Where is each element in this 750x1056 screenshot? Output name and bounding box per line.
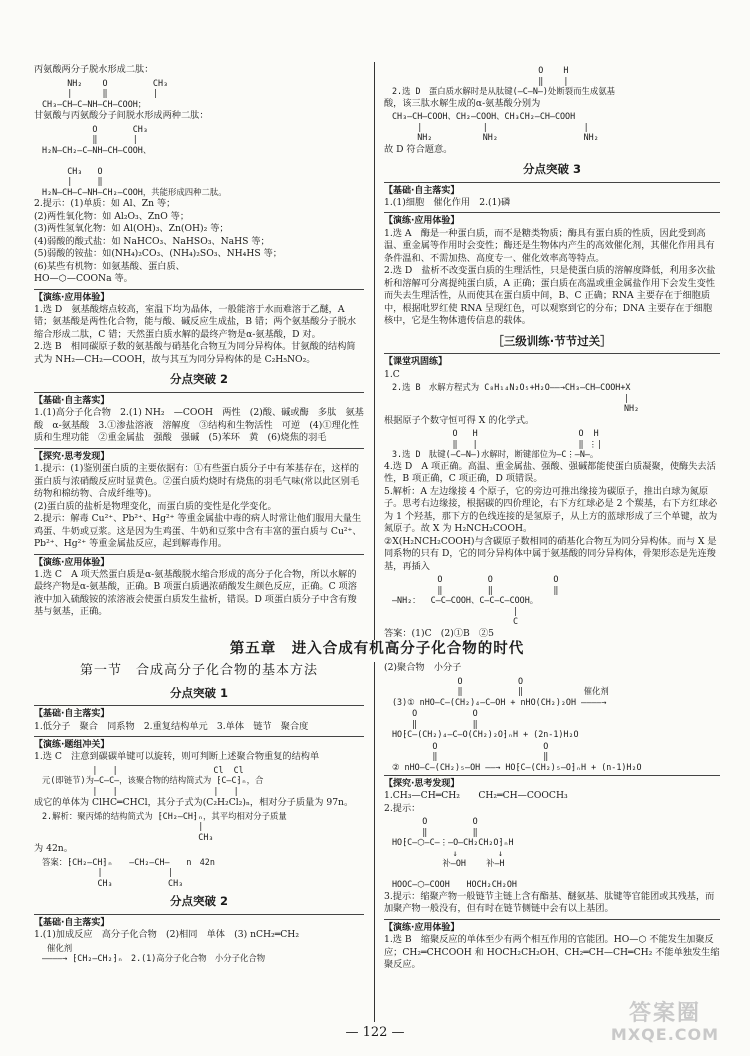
right-column-top (384, 64, 720, 639)
answer-paragraph: 1.(1)高分子化合物 2.(1) NH₂ —COOH 两性 (2)酸、碱或酶 多肽 氨基酸 α-氨基酸 3.①渗盐溶液 溶解度 ③结构和生物活性 可逆 (4)①理化性质和生理功能 ②重金属盐 强酸 强碱 (5)苯环 黄 (6)烧焦的羽毛 (34, 407, 364, 444)
answer-paragraph: ②X(H₂NCH₂COOH)与含碳原子数相同的硝基化合物互为同分异构体。而与 X 是同系物的只有 D，它的同分异构体中属于氨基酸的同分异构体，骨架形态是先连羧基，再插入 (384, 535, 717, 572)
section-heading: 分点突破 1 (169, 685, 228, 700)
subsection-tag: 【探究·思考发现】 (34, 448, 364, 463)
watermark-url: MXQE.COM (610, 1025, 720, 1045)
answer-paragraph: 丙氨酸两分子脱水形成二肽： (34, 64, 154, 75)
right-column-bottom (384, 662, 720, 1017)
watermark-text: 答案圈 (628, 1001, 701, 1026)
formula: O O ‖ ‖ 催化剂 (3)① nHO—C—(CH₂)₄—C—OH + nHO(CH₂)₂OH ————→ (392, 675, 609, 707)
formula: O H O H ‖ | ‖ ⋮| 3.选 D 肽键(—C—N—)水解时，断键部位为—C⋮—N—。 (392, 428, 603, 460)
formula: O O ‖ ‖ HO⁅C—(CH₂)₄—C—O(CH₂)₂O⁆ₙH + (2n-1)H₂O (392, 708, 579, 740)
answer-paragraph: 成它的单体为 ClHC═CHCl，其分子式为(C₂H₂Cl₂)ₙ，相对分子质量为 97n。 (34, 797, 354, 809)
answer-paragraph: 5.解析：A 左边缘接 4 个原子，它的旁边可推出缘接为碳原子，推出白球为氮原子。思考右边缘接，根据碳的四价理论，右下方红球必是 2 个羰基，右下方红球必为 1 个羟基，那下方的色线连接的是氢原子，从上方的蓝球形成了三个单键，故为氮原子。故 X 为 H₂NCH₂COOH。 (384, 485, 718, 535)
formula: O O ‖ ‖ HO⁅C—⬡—C—⋮—O—CH₂CH₂O⁆ₙH ↓ ↓ 补—OH 补—H HOOC—⬡—COOH HOCH₂CH₂OH (392, 816, 517, 890)
answer-paragraph: 为 42n。 (34, 843, 73, 855)
left-column-bottom (34, 662, 364, 1017)
section-heading: 分点突破 2 (169, 372, 228, 387)
answer-paragraph: 1.(1)加成反应 高分子化合物 (2)相同 单体 (3) nCH₂═CH₂ (34, 929, 300, 941)
section-heading: 分点突破 3 (522, 162, 581, 177)
answer-paragraph: 1.提示：(1)鉴别蛋白质的主要依据有：①有些蛋白质分子中有苯基存在，这样的蛋白质与浓硝酸反应时显黄色。②蛋白质灼烧时有烧焦的羽毛气味(常以此区别毛纺物和棉纺物、合成纤维等)。 (34, 463, 360, 500)
answer-paragraph: 2.选 B 相同碳原子数的氨基酸与硝基化合物互为同分异构体。甘氨酸的结构简式为 NH₂—CH₂—COOH，故与其互为同分异构体的是 C₂H₅NO₂。 (34, 341, 356, 365)
answer-paragraph: 1.选 C A 项天然蛋白质是α-氨基酸脱水缩合形成的高分子化合物，所以水解的最终产物是α-氨基酸，正确。B 项蛋白质遇浓硝酸发生颜色反应，正确。C 项溶液中加入硫酸铵的浓溶液会使蛋白质发生盐析，错误。D 项蛋白质分子中含有羧基与氨基，正确。 (34, 568, 357, 618)
formula: O O ‖ ‖ ② nHO—C—(CH₂)₅—OH ——→ HO⁅C—(CH₂)₅—O⁆ₙH + (n-1)H₂O (392, 740, 642, 772)
formula: 催化剂 ————→ ⁅CH₂—CH₂⁆ₙ 2.(1)高分子化合物 小分子化合物 (42, 942, 266, 964)
column-divider-bottom (374, 662, 375, 1022)
answer-paragraph: HO—⬡—COONa 等。 (34, 273, 133, 285)
answer-paragraph: (4)弱酸的酸式盐：如 NaHCO₃、NaHSO₃、NaHS 等； (34, 235, 270, 247)
formula: O O O ‖ ‖ ‖ —NH₂： C—C—COOH、C—C—C—COOH。 | C (392, 574, 559, 627)
formula: 答案：⁅CH₂—CH⁆ₙ —CH₂—CH— n 42n | | CH₃ CH₃ (42, 856, 215, 888)
column-divider-top (374, 62, 375, 640)
formula: NH₂ O CH₃ | ‖ | CH₃—CH—C—NH—CH—COOH； (42, 77, 169, 109)
answer-paragraph: (2)蛋白质的盐析是物理变化，而蛋白质的变性是化学变化。 (34, 500, 277, 512)
answer-paragraph: 1.CH₃—CH═CH₂ CH₂═CH—COOCH₃ (384, 790, 568, 802)
answer-paragraph: 2.选 D 盐析不改变蛋白质的生理活性，只是使蛋白质的溶解度降低，利用多次盐析和溶解可分离提纯蛋白质，A 正确；蛋白质在高温或重金属盐作用下会发生变性而失去生理活性，从而使其在蛋白质中间，B、C 正确；RNA 主要存在于细胞质中，根据吡罗红使 RNA 呈现红色，可以观察到它的分布；DNA 主要存在于细胞核中，它是生物体遗传信息的载体。 (384, 265, 716, 327)
formula: CH₃—CH—COOH、CH₂—COOH、CH₃CH₂—CH—COOH | | | NH₂ NH₂ NH₂ (392, 111, 599, 143)
subsection-tag: 【基础·自主落实】 (34, 914, 364, 929)
subsection-tag: 【演练·应用体验】 (34, 554, 364, 569)
page-number: — 122 — (345, 1025, 405, 1040)
left-column-bottom-body (34, 686, 364, 964)
answer-paragraph: (2)聚合物 小分子 (384, 662, 462, 673)
answer-paragraph: 1.选 A 酶是一种蛋白质，而不是糖类物质；酶具有蛋白质的性质，因此受到高温、重金属等作用时会变性；酶还是生物体内产生的高效催化剂，其催化作用具有条件温和、不需加热、高度专一、催化效率高等特点。 (384, 227, 715, 264)
answer-paragraph: 2.提示：(1)单质：如 Al、Zn 等； (34, 198, 176, 210)
answer-paragraph: 2.提示：解毒 Cu²⁺、Pb²⁺、Hg²⁺ 等重金属盐中毒的病人时常让他们服用大量生鸡蛋、牛奶或豆浆。这是因为生鸡蛋、牛奶和豆浆中含有丰富的蛋白质与 Cu²⁺、Pb²⁺、Hg²⁺ 等重金属盐反应，起到解毒作用。 (34, 513, 362, 550)
subsection-tag: 【演练·应用体验】 (384, 919, 720, 934)
answer-paragraph: 答案：(1)C (2)①B ②5 (384, 627, 494, 639)
answer-paragraph: 1.选 C 注意到碳碳单键可以旋转，则可判断上述聚合物重复的结构单 (34, 751, 320, 763)
formula: 2.选 B 水解方程式为 C₈H₁₄N₂O₅+H₂O——→CH₃—CH—COOH+X | NH₂ (392, 382, 640, 414)
chapter-title: 第五章 进入合成有机高分子化合物的时代 (229, 641, 525, 657)
subsection-tag: 【基础·自主落实】 (34, 392, 364, 407)
formula: | | Cl Cl 元(即链节)为—C—C—，该聚合物的结构简式为 ⁅C—C⁆ₙ，合 | | | | (42, 764, 264, 796)
answer-paragraph: 2.提示： (384, 802, 421, 814)
formula: 2.解析：聚丙烯的结构简式为 ⁅CH₂—CH⁆ₙ，其平均相对分子质量 | CH₃ (42, 810, 287, 842)
subsection-tag: 【演练·题组冲关】 (34, 736, 364, 751)
answer-paragraph: (5)弱酸的铵盐：如(NH₄)₂CO₃、(NH₄)₂SO₃、NH₄HS 等； (34, 248, 282, 260)
subsection-tag: 【演练·应用体验】 (384, 212, 720, 227)
subsection-tag: 【课堂巩固练】 (384, 353, 720, 368)
answer-paragraph: 1.(1)细胞 催化作用 2.(1)磷 (384, 196, 511, 208)
subsection-tag: 【基础·自主落实】 (34, 705, 364, 720)
answer-paragraph: (3)两性氢氧化物：如 Al(OH)₃、Zn(OH)₂ 等； (34, 223, 229, 235)
left-column-top (34, 64, 364, 639)
formula: O H ‖ | 2.选 D 蛋白质水解时是从肽键(—C—N—)处断裂而生成氨基 (392, 65, 615, 96)
answer-paragraph: (6)某些有机物：如氨基酸、蛋白质、 (34, 260, 185, 272)
answer-paragraph: 1.C (384, 368, 400, 380)
lesson-title: 第一节 合成高分子化合物的基本方法 (79, 663, 318, 678)
section-heading: ［三级训练·节节过关］ (492, 333, 612, 348)
answer-paragraph: 故 D 符合题意。 (384, 143, 453, 155)
answer-paragraph: 1.选 B 缩聚反应的单体至少有两个相互作用的官能团。HO—⬡ 不能发生加聚反应；CH₂═CHCOOH 和 HOCH₂CH₂OH、CH₂═CH—CH═CH₂ 不能单独发生缩聚反应。 (384, 934, 720, 971)
formula: O CH₃ ‖ | H₂N—CH₂—C—NH—CH—COOH、 CH₃ O | ‖ H₂N—CH—C—NH—CH₂—COOH，共能形成四种二肽。 (42, 123, 227, 197)
answer-paragraph: 1.低分子 聚合 同系物 2.重复结构单元 3.单体 链节 聚合度 (34, 720, 309, 732)
watermark-logo (590, 1002, 740, 1050)
answer-paragraph: 1.选 D 氨基酸熔点较高，室温下均为晶体，一般能溶于水而难溶于乙醚，A 错；氨基酸是两性化合物，能与酸、碱反应生成盐，B 错；两个氨基酸分子脱水缩合形成二肽，C 错；天然蛋白质水解的最终产物是α-氨基酸，D 对。 (34, 303, 357, 340)
answer-paragraph: (2)两性氧化物：如 Al₂O₃、ZnO 等； (34, 210, 190, 222)
section-heading: 分点突破 2 (169, 894, 228, 909)
answer-paragraph: 3.提示：缩聚产物一般链节主链上含有酯基、醚氨基、肽键等官能团或其残基，而加聚产物一般没有，但有时在链节侧链中会有以上基团。 (384, 890, 715, 915)
answer-paragraph: 酸，该三肽水解生成的α-氨基酸分别为 (384, 97, 541, 109)
answer-paragraph: 根据原子个数守恒可得 X 的化学式。 (384, 414, 535, 426)
subsection-tag: 【基础·自主落实】 (384, 182, 720, 197)
answer-paragraph: 甘氨酸与丙氨酸分子间脱水形成两种二肽： (34, 110, 209, 122)
answer-paragraph: 4.选 D A 项正确。高温、重金属盐、强酸、强碱都能使蛋白质凝聚，使酶失去活性，B 项正确，C 项正确，D 项错误。 (384, 460, 716, 485)
subsection-tag: 【探究·思考发现】 (384, 775, 720, 790)
subsection-tag: 【演练·应用体验】 (34, 289, 364, 304)
